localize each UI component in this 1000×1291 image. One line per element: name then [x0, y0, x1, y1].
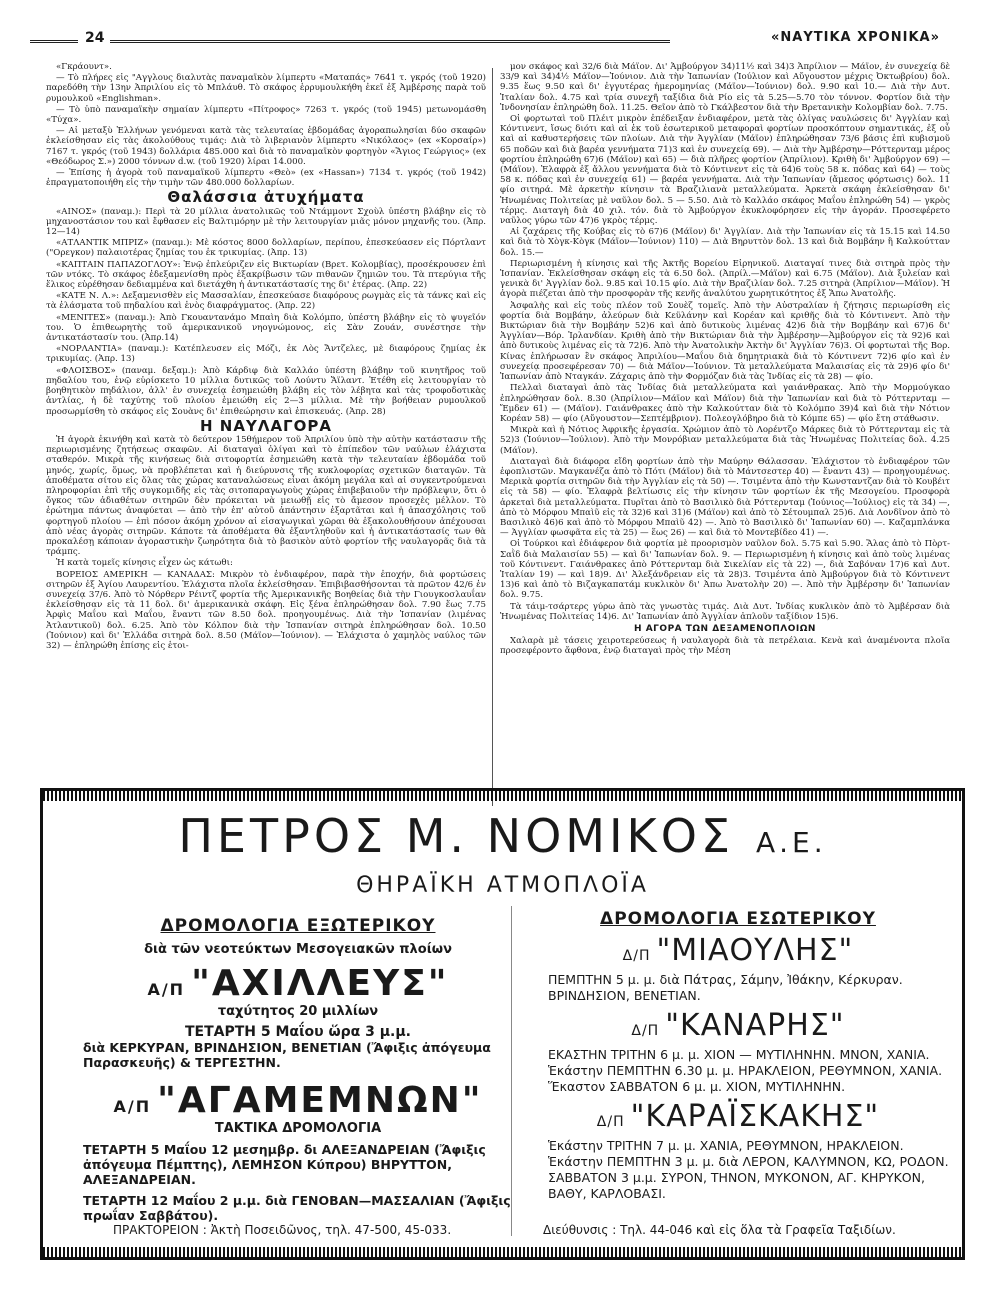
ship-prefix: Δ/Π	[631, 1023, 660, 1039]
ship-miaoulis	[518, 933, 958, 968]
ship-name: "ΑΓΑΜΕΜΝΩΝ"	[157, 1080, 483, 1121]
page-header	[30, 28, 970, 50]
ship-kanaris	[518, 1008, 958, 1043]
ship-schedule	[518, 1138, 958, 1202]
page-number: 24	[85, 30, 105, 46]
column-divider	[492, 68, 493, 806]
schedule-line: Ἑκάστην ΤΡΙΤΗΝ 7 μ. μ. ΧΑΝΙΑ, ΡΕΘΥΜΝΟΝ, ΗΡΑΚΛΕΙΟΝ.	[548, 1138, 904, 1153]
ship-achilleus	[83, 963, 513, 1004]
freight-paragraph: Αἱ ζαχάρεις τῆς Κούβας εἰς τὸ 67)6 (Μάϊον) δι' Ἀγγλίαν. Διὰ τὴν Ἱαπωνίαν εἰς τὰ 15.15 καὶ 14.50 καὶ διὰ τὸ Χὸγκ-Κὸγκ (Μάϊον—Ἰούνιον) 110) — Διὰ Βηρυττὸν δολ. 13 καὶ διὰ Βομβάην ἢ Καλκούτταν δολ. 15.—	[500, 227, 950, 258]
company-suffix: Α.Ε.	[755, 826, 827, 859]
accident-item: «ΝΟΡΛΑΝΤΙΑ» (παναμ.): Κατέπλευσεν εἰς Μόζι, ἐκ Λὸς Ἄντζελες, μὲ διαφόρους ζημίας ἐκ τρικυμίας. (Ἀπρ. 13)	[46, 344, 486, 365]
intro-paragraph: — Αἱ μεταξὺ Ἑλλήνων γενόμεναι κατὰ τὰς τελευταίας ἑβδομάδας ἀγοραπωλησίαι δύο σκαφῶν ἐκλείσθησαν εἰς τὰς ἀκολούθους τιμάς: Διὰ τὸ λιβεριανὸν λίμπερτυ «Νικόλαος» (ex «Κορσαίρ») 7167 τ. γκρός (τοῦ 1943) δολλάρια 485.000 καὶ διὰ τὸ παναμαϊκὸν φορτηγὸν «Ἅγιος Γεώργιος» (ex «Θεόδωρος Σ.») 2000 τόννων d.w. (τοῦ 1920) λίραι 14.000.	[46, 126, 486, 167]
journal-title: «ΝΑΥΤΙΚΑ ΧΡΟΝΙΚΑ»	[771, 30, 940, 45]
schedule-line: Ἑκάστην ΠΕΜΠΤΗΝ 3 μ. μ. διὰ ΛΕΡΟΝ, ΚΑΛΥΜΝΟΝ, ΚΩ, ΡΟΔΟΝ.	[548, 1154, 949, 1169]
ad-border-band-bottom	[43, 1247, 962, 1257]
fleet-note: διὰ τῶν νεοτεύκτων Μεσογειακῶν πλοίων	[144, 942, 452, 957]
schedule-line: ΠΕΜΠΤΗΝ 5 μ. μ. διὰ Πάτρας, Σάμην, Ἰθάκην, Κέρκυραν. ΒΡΙΝΔΗΣΙΟΝ, ΒΕΝΕΤΙΑΝ.	[548, 972, 903, 1003]
freight-paragraph: Πελλαὶ διαταγαὶ ἀπὸ τὰς Ἰνδίας διὰ μεταλλεύματα καὶ γαιάνθρακας. Ἀπὸ τὴν Μορμούγκαο ἐπληρώθησαν δολ. 8.30 (Ἀπρίλιον—Μάϊον καὶ Μάϊον) διὰ τὴν Ἱαπωνίαν καὶ διὰ τὸ Ρόττερνταμ — Ἔμδεν 61) — (Μάϊον). Γαιάνθρακες ἀπὸ τὴν Καλκούτταν διὰ τὸ Κολόμπο 39)4 καὶ διὰ τὴν Νότιον Κορέαν 58) — φίο (Αὔγουστον—Σεπτέμβριον). Πολεογλόβηρο διὰ τὸ Κόμπε 65) — φίο ἔτη στάθωσιν.	[500, 383, 950, 424]
accident-item: «ΦΛΟΙΣΒΟΣ» (παναμ. δεξαμ.): Ἀπὸ Κάρδιφ διὰ Καλλάο ὑπέστη βλάβην τοῦ κινητῆρος τοῦ πηδαλίου του, ἐνῷ εὑρίσκετο 10 μίλλια δυτικῶς τοῦ Λούντυ Ἄϊλαντ. Ἐτέθη εἰς λειτουργίαν τὸ βοηθητικὸν πηδάλιον, ἀλλ' ἐν συνεχείᾳ ἐσημειώθη βλάβη εἰς τὸν λέβητα καὶ τὰς τροφοδοτικὰς ἀντλίας, ἡ δὲ ταχύτης τοῦ πλοίου ἐμειώθη εἰς 2—3 μίλλια. Μὲ τὴν βοήθειαν ρυμουλκοῦ προσωρμίσθη τὸ σκάφος εἰς Σουὰνς δι' ἐπιθεώρησιν καὶ ἐπισκευάς. (Ἀπρ. 28)	[46, 365, 486, 417]
company-name: ΠΕΤΡΟΣ Μ. ΝΟΜΙΚΟΣ	[178, 809, 734, 863]
ship-prefix: Α/Π	[147, 980, 186, 999]
domestic-routes	[518, 909, 958, 1202]
header-rule-left	[30, 40, 78, 43]
newspaper-page	[30, 28, 970, 1268]
freight-paragraph: Οἱ Τούρκοι καὶ ἐδιάφερον διὰ φορτία μὲ προορισμὸν ναῦλον δολ. 5.75 καὶ 5.90. Ἅλας ἀπὸ τὸ Πὸρτ-Σαῒδ διὰ Μαλαισίαν 55) — καὶ δι' Ἱαπωνίαν δολ. 9. — Περιωρισμένη ἡ κίνησις καὶ ἀπὸ τοὺς λιμένας τοῦ Κόντινεντ. Γαιάνθρακες ἀπὸ Ρόττερνταμ διὰ Σικελίαν εἰς τὰ 22) —, διὰ Σαβόναν 17)6 καὶ Δυτ. Ἰταλίαν 19) — καὶ 18)9. Δι' Ἀλεξάνδρειαν εἰς τὰ 28)3. Τσιμέντα ἀπὸ Ἀμβούργον διὰ τὸ Κόντινεντ 13)6 καὶ ἀπὸ τὸ Βιζαγκαπατάμ κυκλικὸν δι' Ἀπω Ἀνατολὴν 20) —. Ἀπὸ τὴν Ἀμβέρσην δι' Ἱαπωνίαν δολ. 9.75.	[500, 539, 950, 601]
freight-paragraph: Ἡ ἀγορὰ ἐκινήθη καὶ κατὰ τὸ δεύτερον 15θήμερον τοῦ Ἀπριλίου ὑπὸ τὴν αὐτὴν κατάστασιν τῆς περιωρισμένης ζητήσεως σκαφῶν. Αἱ διαταγαὶ ὀλίγαι καὶ τὸ ἐπίπεδον τῶν ναύλων ἐλάχιστα σταθερόν. Μικρὰ τῆς κινήσεως διὰ σιτοφορτία ἐσημειώθη κατὰ τὴν τελευταίαν ἑβδομάδα τοῦ μηνός, χωρίς, ὅμως, νὰ προβλέπεται καὶ ἡ διεύρυνσις τῆς κυκλοφορίας σχετικῶν διαταγῶν. Τὰ ἀποθέματα σίτου εἰς ὅλας τὰς χώρας καταναλώσεως εἶναι ἀκόμη μεγάλα καὶ αἱ συγκεντρούμεναι πληροφορίαι ἐπὶ τῆς συγκομιδῆς εἰς τὰς σιτοπαραγωγοὺς χώρας ἐπιβεβαιοῦν τὴν πρόβλεψιν, ὅτι ὁ ὄγκος τῶν ἀδιαθέτων σιτηρῶν δὲν πρόκειται νὰ μειωθῇ εἰς τὸ ἄμεσον προσεχὲς μέλλον. Τὸ ἐρώτημα πάντως ἀναφύεται — ἀπὸ τὴν ἐπ' αὐτοῦ ἀπάντησιν ἐξαρτᾶται καὶ ἡ ἀπασχόλησις τοῦ φορτηγοῦ πλοίου — ἐπὶ πόσον ἀκόμη χρόνον αἱ εἰσαγωγικαὶ χῶραι θὰ ἐξακολουθήσουν ἀπέχουσαι ἀπὸ νέας ἀγορὰς σιτηρῶν. Κάποτε τὰ ἀποθέματα θὰ ἐξαντληθοῦν καὶ ἡ ἀντικατάστασίς των θὰ προκαλέσῃ κάποιαν ἀγοραστικὴν ζωηρότητα διὰ τὸ βασικὸν αὐτὸ φορτίον τῆς ναυλαγορᾶς διὰ τὰ τράμπς.	[46, 434, 486, 558]
accident-item: «ΑΙΝΟΣ» (παναμ.): Περὶ τὰ 20 μίλλια ἀνατολικῶς τοῦ Ντάμμοντ Σχοὺλ ὑπέστη βλάβην εἰς τὸ μηχανοστάσιον του καὶ ἔφθασεν εἰς Βαλτιμόρην μὲ τὴν λειτουργίαν μιᾶς μόνον μηχανῆς του. (Ἀπρ. 12—14)	[46, 206, 486, 238]
freight-paragraph: Οἱ φορτωταὶ τοῦ Πλέιτ μικρὸν ἐπέδειξαν ἐνδιαφέρον, μετὰ τὰς ὀλίγας ναυλώσεις δι' Ἀγγλίαν καὶ Κόντινεντ, ἴσως διότι καὶ αἱ ἐκ τοῦ ἐσωτερικοῦ μεταφοραὶ φορτίων προσκόπτουν σημαντικάς, ἐξ οὗ καὶ αἱ καθυστερήσεις τῶν πλοίων. Διὰ τὴν Ἀγγλίαν (Μάϊον) ἐπληρώθησαν 73/6 βάσις ἐπὶ κυβισμοῦ 65 ποδῶν καὶ διὰ βαρέα γεννήματα 71)3 καὶ ἐν συνεχείᾳ 69). — Διὰ τὴν Ἀμβέρσην—Ρόττερνταμ μέρος φορτίου ἐπληρώθη 67)6 (Μάϊον) καὶ 65) — διὰ πλῆρες φορτίον (Ἀπρίλιον). Κριθὴ δι' Ἀμβούργον 69) — (Μάϊον). Ἐλαφρὰ ἐξ ἄλλου γεννήματα διὰ τὸ Κόντινεντ εἰς τὰ 64)6 τοὺς 58 κ. πόδας καὶ 64) — τοὺς 58 κ. πόδας καὶ ἐν συνεχείᾳ 61) — βαρέα γεννήματα. Διὰ τὴν Ἱαπωνίαν (ἄμεσος φόρτωσις) δολ. 11 φίο σιτηρά. Μὲ ἀρκετὴν κίνησιν τὰ Βραζιλιανὰ μεταλλεύματα. Ἀρκετὰ σκάφη ἐκλείσθησαν δι' Ἡνωμένας Πολιτείας μὲ ναῦλον δολ. 5 — 5.50. Διὰ τὸ Καλλάο σκάφος Μαΐου ἐπληρώθη 54) — γκρὸς τέρμς. Διαταγὴ διὰ 40 χιλ. τόν. διὰ τὸ Ἀμβούργον ἐκυκλοφόρησεν εἰς τὴν ἀγοράν. Προσεφέρετο ναῦλος γύρω τῶν 47)6 γκρὸς τέρμς.	[500, 114, 950, 227]
shipping-advertisement	[40, 788, 965, 1260]
schedule-line: ΕΚΑΣΤΗΝ ΤΡΙΤΗΝ 6 μ. μ. ΧΙΟΝ — ΜΥΤΙΛΗΝΗΝ. ΜΝΟΝ, ΧΑΝΙΑ.	[548, 1047, 930, 1062]
tanker-heading: Η ΑΓΟΡΑ ΤΩΝ ΔΕΞΑΜΕΝΟΠΛΟΙΩΝ	[634, 623, 816, 634]
domestic-routes-heading: ΔΡΟΜΟΛΟΓΙΑ ΕΣΩΤΕΡΙΚΟΥ	[600, 909, 876, 929]
ad-column-divider	[511, 906, 512, 1236]
accident-item: «ΚΑΠΤΑΙΝ ΠΑΠΑΖΟΓΛΟΥ»: Ἐνῷ ἐπλεύριζεν εἰς Βικτωρίαν (Βρετ. Κολομβίας), προσέκρουσεν ἐπὶ τῶν ντόκς. Τὸ σκάφος ἐδεξαμενίσθη πρὸς ἐξακρίβωσιν τῶν πιθανῶν ζημιῶν του. Τὰ πτερύγια τῆς ἕλικος εὑρέθησαν δεδιαμμένα καὶ διετάχθη ἡ ἀντικατάστασίς της δι' ἑτέρας. (Ἀπρ. 22)	[46, 259, 486, 291]
ad-subtitle: ΘΗΡΑΪΚΗ ΑΤΜΟΠΛΟΪΑ	[356, 873, 649, 898]
ship-name: "ΚΑΝΑΡΗΣ"	[665, 1008, 845, 1043]
freight-paragraph: Διαταγαὶ διὰ διάφορα εἴδη φορτίων ἀπὸ τὴν Μαύρην Θάλασσαν. Ἐλάχιστον τὸ ἐνδιαφέρον τῶν ἐφοπλιστῶν. Μαγκανέζα ἀπὸ τὸ Πότι (Μάϊον) διὰ τὸ Μάντσεστερ 40) — ἔναντι 43) — προηγουμένως. Μερικὰ φορτία σιτηρῶν διὰ τὴν Ἀγγλίαν εἰς τὰ 50) —. Τσιμέντα ἀπὸ τὴν Κωνσταντζαν διὰ τὸ Κουβέιτ εἰς τὰ 58) — φίο. Ἐλαφρὰ βελτίωσις εἰς τὴν κίνησιν τῶν φορτίων ἐκ τῆς Μεσογείου. Προσφορὰ ἀρκεταὶ διὰ μεταλλεύματα. Πυρῖται ἀπὸ τὸ Βασιλικὸ διὰ Ρόττερνταμ (Ἰούνιος—Ἰούλιος) εἰς τὰ 34) —, ἀπὸ τὸ Μόρφου Μπαὶῦ εἰς τὰ 32)6 καὶ 31)6 (Μάϊον) καὶ ἀπὸ τὸ Σέτουμπαλ 25)6. Διὰ Λονδῖνον ἀπὸ τὸ Βασιλικὸ 46)6 καὶ ἀπὸ τὸ Μόρφου Μπαὶῦ 42) —. Ἀπὸ τὸ Βασιλικὸ δι' Ἱαπωνίαν 60) —. Καζαμπλάνκα — Ἀγγλίαν φωσφᾶτα εἰς τὰ 25) — ἕως 26) — καὶ διὰ τὸ Μοντεβίδεο 41) —.	[500, 456, 950, 539]
ad-border-band-top	[43, 791, 962, 801]
freight-paragraph: Ἀσφαλὴς καὶ εἰς τοὺς πλέον τοῦ Σουὲζ τομεῖς. Ἀπὸ τὴν Αὐστραλίαν ἡ ζήτησις περιωρίσθη εἰς φορτία διὰ Βομβάην, ἀλεύρων διὰ Κεϋλάνην καὶ Κορέαν καὶ κριθῆς διὰ τὸ Κόντινεντ. Ἀπὸ τὴν Βικτώριαν διὰ τὴν Βομβάην 52)6 καὶ ἀπὸ δυτικοὺς λιμένας 42)6 διὰ τὴν Βομβάην καὶ 67)6 δι' Ἀγγλίαν—Βόρ. Ἰρλανδίαν. Κριθὴ ἀπὸ τὴν Βικτώριαν διὰ τὴν Ἀμβέρσην—Ἀμβούργον εἰς τὰ 92)6 καὶ ἀπὸ δυτικοὺς λιμένας εἰς τὰ 72)6. Ἀπὸ τὴν Ἀνατολικὴν Ἀκτὴν δι' Ἀγγλίαν 76)3. Οἱ φορτωταὶ τῆς Βορ. Κίνας ἐπλήρωσαν ἓν σκάφος Ἀπριλίου—Μαΐου διὰ δημητριακὰ διὰ τὸ Κόντινεντ 72)6 φίο καὶ ἐν συνεχείᾳ προσεφέρεσαν 70) — διὰ Μάϊον—Ἰούνιον. Τὰ μεταλλεύματα Μαλαισίας εἰς τὰ 29)6 φίο δι' Ἱαπωνίαν ἀπὸ Νταγκάν. Ζάχαρις ἀπὸ τὴν Φορμόζαν διὰ τὰς Ἰνδίας εἰς τὰ 28) — φίο.	[500, 300, 950, 383]
schedule-line: διὰ ΚΕΡΚΥΡΑΝ, ΒΡΙΝΔΗΣΙΟΝ, ΒΕΝΕΤΙΑΝ (Ἄφιξις ἀπόγευμα Παρασκευῆς) & ΤΕΡΓΕΣΤΗΝ.	[83, 1040, 491, 1070]
schedule-line: ΣΑΒΒΑΤΟΝ 3 μ.μ. ΣΥΡΟΝ, ΤΗΝΟΝ, ΜΥΚΟΝΟΝ, ΑΓ. ΚΗΡΥΚΟΝ, ΒΑΘΥ, ΚΑΡΛΟΒΑΣΙ.	[548, 1170, 925, 1201]
foreign-routes-heading: ΔΡΟΜΟΛΟΓΙΑ ΕΞΩΤΕΡΙΚΟΥ	[160, 916, 436, 936]
ad-company-title	[43, 809, 962, 863]
freight-heading: Η ΝΑΥΛΑΓΟΡΑ	[200, 416, 332, 435]
schedule-line: ΤΕΤΑΡΤΗ 12 Μαΐου 2 μ.μ. διὰ ΓΕΝΟΒΑΝ—ΜΑΣΣΑΛΙΑΝ (Ἄφιξις πρωΐαν Σαββάτου).	[83, 1193, 511, 1223]
accidents-heading: Θαλάσσια ἀτυχήματα	[167, 188, 365, 207]
freight-paragraph: ΒΟΡΕΙΟΣ ΑΜΕΡΙΚΗ — ΚΑΝΑΔΑΣ: Μικρὸν τὸ ἐνδιαφέρον, παρὰ τὴν ἐποχήν, διὰ φορτώσεις σιτηρῶν ἐξ Ἁγίου Λαυρεντίου. Ἐλάχιστα πλοῖα ἐκλείσθησαν. Ἐπιβιβασθήσονται τὰ πρῶτον 42/6 ἐν συνεχείᾳ 37/6. Ἀπὸ τὸ Νόρθερν Ρέιντζ φορτία τῆς Ἀμερικανικῆς Βοηθείας διὰ τὴν Γιουγκοσλαυΐαν ἐκλείσθησαν εἰς τὰ 11 δολ. δι' ἀμερικανικὰ σκάφη. Εἰς ξένα ἐπληρώθησαν δολ. 7.90 ἕως 7.75 Ἀρφὶς Μαΐου καὶ Μαΐου, ἔναντι τῶν 8.50 δολ. προηγουμένως. Διὰ τὴν Ἱσπανίαν (λιμένας Ἀτλαντικοῦ) δολ. 6.25. Ἀπὸ τὸν Κόλπον διὰ τὴν Ἱσπανίαν σιτηρὰ ἐπληρώθησαν δολ. 10.50 (Ἰούνιον) καὶ δι' Ἑλλάδα σιτηρὰ δολ. 8.50 (Μάϊον—Ἰούνιον). — Ἐλάχιστα ὁ χαμηλὸς ναύλος τῶν 32) — ἐπληρώθη ἐπίσης εἰς ἑτοι-	[46, 569, 486, 651]
ship-note: ταχύτητος 20 μιλλίων	[217, 1004, 379, 1019]
ship-name: "ΚΑΡΑΪΣΚΑΚΗΣ"	[630, 1099, 880, 1134]
intro-paragraph: «Γκράουντ».	[56, 62, 112, 72]
left-column	[46, 62, 486, 806]
freight-paragraph: Μικρὰ καὶ ἡ Νότιος Ἀφρικῆς ἐργασία. Χρώμιον ἀπὸ τὸ Λορέντζο Μάρκες διὰ τὸ Ρόττερνταμ εἰς τὰ 52)3 (Ἰούνιον—Ἰούλιον). Ἀπὸ τὴν Μονρόβιαν μεταλλεύματα διὰ τὰς Ἡνωμένας Πολιτείας δολ. 4.25 (Μάϊον).	[500, 425, 950, 456]
right-column	[500, 62, 950, 806]
freight-paragraph: Περιωρισμένη ἡ κίνησις καὶ τῆς Ἀκτῆς Βορείου Εἰρηνικοῦ. Διαταγαί τινες διὰ σιτηρὰ πρὸς τὴν Ἱσπανίαν. Ἐκλείσθησαν σκάφη εἰς τὰ 6.50 δολ. (Ἀπρίλ.—Μάϊον) καὶ 6.75 (Μάϊον). Διὰ ξυλείαν καὶ γενικὰ δι' Ἀγγλίαν δολ. 9.85 καὶ 10.15 φίο. Διὰ τὴν Βραζιλίαν δολ. 7.25 σιτηρὰ (Ἀπρίλιον—Μάϊον). Ἡ ἀγορὰ πιέζεται ἀπὸ τὴν προσφορὰν τῆς κενῆς ἀναλύτου χωρητικότητος ἐξ Ἄπω Ἀνατολῆς.	[500, 258, 950, 300]
tanker-paragraph: Χαλαρὰ μὲ τάσεις χειροτερεύσεως ἡ ναυλαγορὰ διὰ τὰ πετρέλαια. Κενὰ καὶ ἀναμένοντα πλοῖα προσεφέροντο ἄφθονα, ἐνῷ διαταγαὶ πρὸς τὴν Μέση	[500, 636, 950, 657]
foreign-routes	[83, 916, 513, 1223]
management-contact: Διεύθυνσις : Τηλ. 44-046 καὶ εἰς ὅλα τὰ Γραφεῖα Ταξιδίων.	[543, 1223, 896, 1237]
ship-prefix: Δ/Π	[596, 1114, 625, 1130]
accident-item: «ΑΤΛΑΝΤΙΚ ΜΠΡΙΖ» (παναμ.): Μὲ κόστος 8000 δολλαρίων, περίπου, ἐπεσκεύασεν εἰς Πόρτλαντ ("Ορεγκον) παλαιοτέρας ζημίας του ἐκ τρικυμίας. (Ἀπρ. 13)	[46, 238, 486, 259]
schedule-line: ΤΕΤΑΡΤΗ 5 Μαΐου ὥρα 3 μ.μ.	[184, 1024, 411, 1040]
ship-prefix: Δ/Π	[622, 948, 651, 964]
ship-schedule	[83, 1025, 513, 1070]
schedule-line: Ἑκάστην ΠΕΜΠΤΗΝ 6.30 μ. μ. ΗΡΑΚΛΕΙΟΝ, ΡΕΘΥΜΝΟΝ, ΧΑΝΙΑ.	[548, 1063, 943, 1078]
schedule-line: ΤΕΤΑΡΤΗ 5 Μαΐου 12 μεσημβρ. δι ΑΛΕΞΑΝΔΡΕΙΑΝ (Ἄφιξις ἀπόγευμα Πέμπτης), ΛΕΜΗΣΟΝ Κύπρου) ΒΗΡΥΤΤΟΝ, ΑΛΕΞΑΝΔΡΕΙΑΝ.	[83, 1142, 486, 1187]
intro-paragraph: — Ἐπίσης ἡ ἀγορὰ τοῦ παναμαϊκοῦ λίμπερτυ «Θεὸ» (ex «Hassan») 7134 τ. γκρός (τοῦ 1942) ἐπραγματοποιήθη εἰς τὴν τιμὴν τῶν 480.000 δολλαρίων.	[46, 168, 486, 189]
schedule-line: Ἕκαστον ΣΑΒΒΑΤΟΝ 6 μ. μ. ΧΙΟΝ, ΜΥΤΙΛΗΝΗΝ.	[548, 1079, 846, 1094]
accident-item: «ΜΕΝΙΤΕΣ» (παναμ.): Ἀπὸ Γκουαντανάμο Μπαὶη διὰ Κολόμπο, ὑπέστη βλάβην εἰς τὸ ψυγεῖόν του. Ὁ ἐπιθεωρητὴς τοῦ ἀμερικανικοῦ νηογνώμονος, εἰς Σὰν Ζουάν, συνέστησε τὴν ἀντικατάστασίν του. (Ἀπρ.14)	[46, 312, 486, 344]
ship-schedule	[518, 1047, 958, 1095]
ship-agamemnon	[83, 1080, 513, 1121]
agency-address: ΠΡΑΚΤΟΡΕΙΟΝ : Ἀκτὴ Ποσειδῶνος, τηλ. 47-500, 45-033.	[113, 1223, 452, 1237]
freight-paragraph: Ἡ κατὰ τομεῖς κίνησις εἶχεν ὡς κάτωθι:	[56, 558, 233, 569]
intro-paragraph: — Τὸ ὑπὸ παναμαϊκὴν σημαίαν λίμπερτυ «Πίτροφος» 7263 τ. γκρός (τοῦ 1945) μετωνομάσθη «Τύχα».	[46, 104, 486, 126]
ship-schedule	[518, 972, 958, 1004]
header-rule-right	[110, 40, 670, 43]
ship-karaiskakis	[518, 1099, 958, 1134]
freight-paragraph: Τὰ τάιμ-τσάρτερς γύρω ἀπὸ τὰς γνωστὰς τιμάς. Διὰ Δυτ. Ἰνδίας κυκλικὸν ἀπὸ τὸ Ἀμβέρσαν διὰ Ἡνωμένας Πολιτείας 14)6. Δι' Ἱαπωνίαν ἀπὸ Ἀγγλίαν ἀπλοῦν ταξίδιον 15)6.	[500, 601, 950, 622]
ship-schedule	[83, 1142, 513, 1223]
ship-name: "ΑΧΙΛΛΕΥΣ"	[191, 963, 449, 1004]
ship-note: ΤΑΚΤΙΚΑ ΔΡΟΜΟΛΟΓΙΑ	[214, 1121, 382, 1136]
intro-paragraph: — Τὸ πλήρες εἰς "Αγγλους διαλυτὰς παναμαϊκὸν λίμπερτυ «Ματαπάς» 7641 τ. γκρός (τοῦ 1920) παρεδόθη τὴν 13ην Ἀπριλίου εἰς τὸ Μπλάυθ. Τὸ σκάφος ἐρρυμουλκήθη ἐκεῖ ἐξ Ἀμβέρσης παρὰ τοῦ ρυμουλκοῦ «Englishman».	[46, 73, 486, 104]
ship-name: "ΜΙΑΟΥΛΗΣ"	[656, 933, 854, 968]
ship-prefix: Α/Π	[113, 1097, 152, 1116]
accident-item: «ΚΑΤΕ Ν. Λ.»: Δεξαμενισθὲν εἰς Μασσαλίαν, ἐπεσκεύασε διαφόρους ρωγμὰς εἰς τὰ τάνκς καὶ εἰς τὰ ἐλάσματα τοῦ πηδαλίου καὶ ἑνὸς διαφράγματος. (Ἀπρ. 22)	[46, 291, 486, 312]
freight-paragraph: μον σκάφος καὶ 32/6 διὰ Μάϊον. Δι' Ἀμβούργον 34)11½ καὶ 34)3 Ἀπρίλιον — Μάϊον, ἐν συνεχείᾳ δὲ 33/9 καὶ 34)4½ Μάϊον—Ἰούνιον. Διὰ τὴν Ἱαπωνίαν (Ἰούλιον καὶ Αὔγουστον μέχρις Ὀκτωβρίου) δολ. 9.35 ἕως 9.50 καὶ δι' ἐγγυτέρας ἡμερομηνίας (Μάϊον—Ἰούνιον) δολ. 9.90 καὶ 10.— Διὰ τὴν Δυτ. Ἰταλίαν δολ. 4.75 καὶ τρία συνεχῆ ταξίδια διὰ Ρίο εἰς τὰ 5.25—5.70 τὸν τόννον. Φορτίον διὰ τὴν Ἰνδονησίαν ἐπληρώθη δολ. 11.25. Θεῖον ἀπὸ τὸ Γκάλβεστον διὰ τὴν Βρετανικὴν Κολομβίαν δολ. 7.75.	[500, 62, 950, 113]
